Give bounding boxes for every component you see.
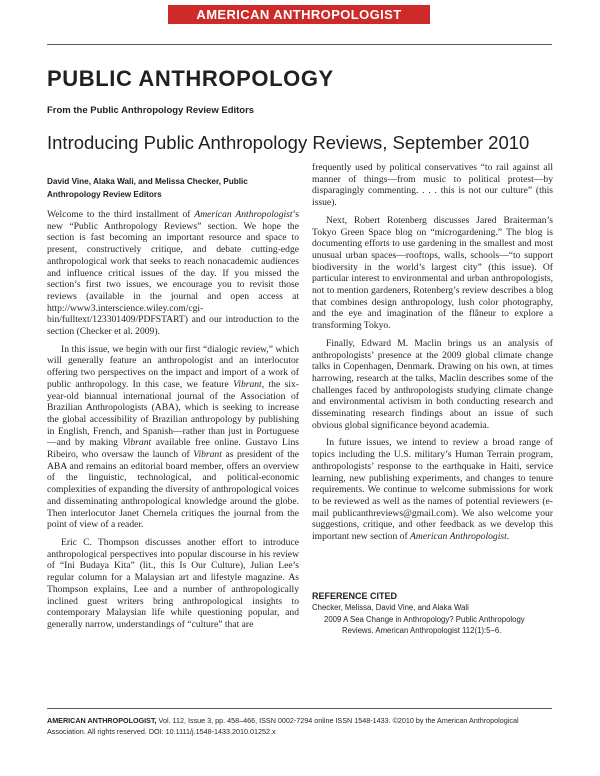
section-title: PUBLIC ANTHROPOLOGY bbox=[47, 66, 334, 91]
footer-journal: AMERICAN ANTHROPOLOGIST, bbox=[47, 716, 157, 725]
paragraph-1: Welcome to the third installment of American Anthropologist’s new “Public Anthropology Reviews” section. We hope the section is fast becoming an important resource and space to present, constructively critique, and debate cutting-edge anthropological work that seeks to reach nonacademic audiences and influence critical issues of the day. If you missed the section’s first two issues, we encourage you to revisit those reviews (available in the journal and open access at http://www3.interscience.wiley.com/cgi-bin/fulltext/123301409/PDFSTART) and our introduction to the section (Checker et al. 2009). bbox=[47, 209, 299, 338]
left-column bbox=[47, 209, 299, 637]
references-list bbox=[312, 602, 553, 637]
section-subtitle: From the Public Anthropology Review Editors bbox=[47, 105, 255, 116]
journal-banner: AMERICAN ANTHROPOLOGIST bbox=[168, 5, 430, 24]
paragraph-2: In this issue, we begin with our first “dialogic review,” which will generally feature an anthropologist and an interlocutor offering two perspectives on the impact and import of a work of public anthropology. In this case, we feature Vibrant, the six-year-old biannual international journal of the Association of Brazilian Anthropologists (ABA), which is seeking to increase the global accessibility of Brazilian anthropology by publishing in English, French, and Spanish—rather than just in Portuguese—and by making Vibrant available free online. Gustavo Lins Ribeiro, who oversaw the launch of Vibrant as president of the ABA and remains an editorial board member, offers an overview of the linguistic, technological, and political-economic complexities of expanding the diversity of anthropological voices and disseminating anthropological knowledge around the globe. Then interlocutor Janet Chernela critiques the journal from the point of view of a reader. bbox=[47, 343, 300, 531]
paragraph-6: Finally, Edward M. Maclin brings us an analysis of anthropologists’ presence at the 2009 global climate change talks in Copenhagen, Denmark. Drawing on his own, at times harrowing, research at the talks, Maclin describes some of the challenges faced by anthropologists studying climate change and environmental activism in both conducting research and disseminating research findings about an issue of such obvious global significance beyond academia. bbox=[312, 337, 553, 431]
footer-details: Vol. 112, Issue 3, pp. 458–466, ISSN 0002-7294 online ISSN 1548-1433. ©2010 by the American Anthropological Association. All rights reserved. DOI: 10.1111/j.1548-1433.2010.01252.x bbox=[47, 716, 519, 736]
paragraph-3: Eric C. Thompson discusses another effort to introduce anthropological perspectives into popular discourse in his review of “Ini Budaya Kita” (lit., this Is Our Culture), Julian Lee’s regular column for a Malaysian art and lifestyle magazine. As Thompson explains, Lee and a number of anthropologically inclined guest writers bring anthropological insights to contemporary Malaysian life while questioning popular, and generally narrow, understandings of “culture” that are bbox=[47, 536, 299, 630]
top-rule bbox=[47, 44, 552, 45]
reference-authors: Checker, Melissa, David Vine, and Alaka Wali bbox=[312, 603, 469, 612]
journal-name-italic: American Anthropologist bbox=[194, 209, 293, 220]
article-title: Introducing Public Anthropology Reviews, September 2010 bbox=[47, 132, 530, 153]
right-column bbox=[312, 162, 553, 549]
paragraph-4: frequently used by political conservatives “to rail against all manner of things—from music to political protest—by disparagingly commenting. . . . this is not our culture” (this issue). bbox=[312, 162, 553, 209]
paragraph-7: In future issues, we intend to review a broad range of topics including the U.S. military’s Human Terrain program, anthropologists’ response to the earthquake in Haiti, service learning, new publishing experiments, and changes to tenure requirements. We continue to welcome submissions for work to be reviewed as well as the names of potential reviewers (e-mail publicanthreviews@gmail.com). We also welcome your suggestions, critique, and other feedback as we develop this important new section of American Anthropologist. bbox=[312, 437, 553, 543]
reference-entry: 2009 A Sea Change in Anthropology? Public Anthropology Reviews. American Anthropologist 112(1):5–6. bbox=[324, 614, 525, 635]
footer bbox=[47, 715, 553, 737]
references-heading: REFERENCE CITED bbox=[312, 591, 398, 601]
footer-rule bbox=[47, 708, 552, 709]
article-authors: David Vine, Alaka Wali, and Melissa Checker, Public Anthropology Review Editors bbox=[47, 177, 248, 199]
paragraph-5: Next, Robert Rotenberg discusses Jared Braiterman’s Tokyo Green Space blog on “microgardening.” The blog is documenting efforts to use gardening in the smallest and most unusual urban spaces—rooftops, walls, schools—“to support biodiversity in the world’s largest city” (this issue). Of particular interest to environmental and urban anthropologists, not to mention gardeners, Rotenberg’s review describes a blog that combines design anthropology, lush color photography, and the eye and imagination of the flâneur to explore a transforming Tokyo. bbox=[312, 214, 553, 332]
